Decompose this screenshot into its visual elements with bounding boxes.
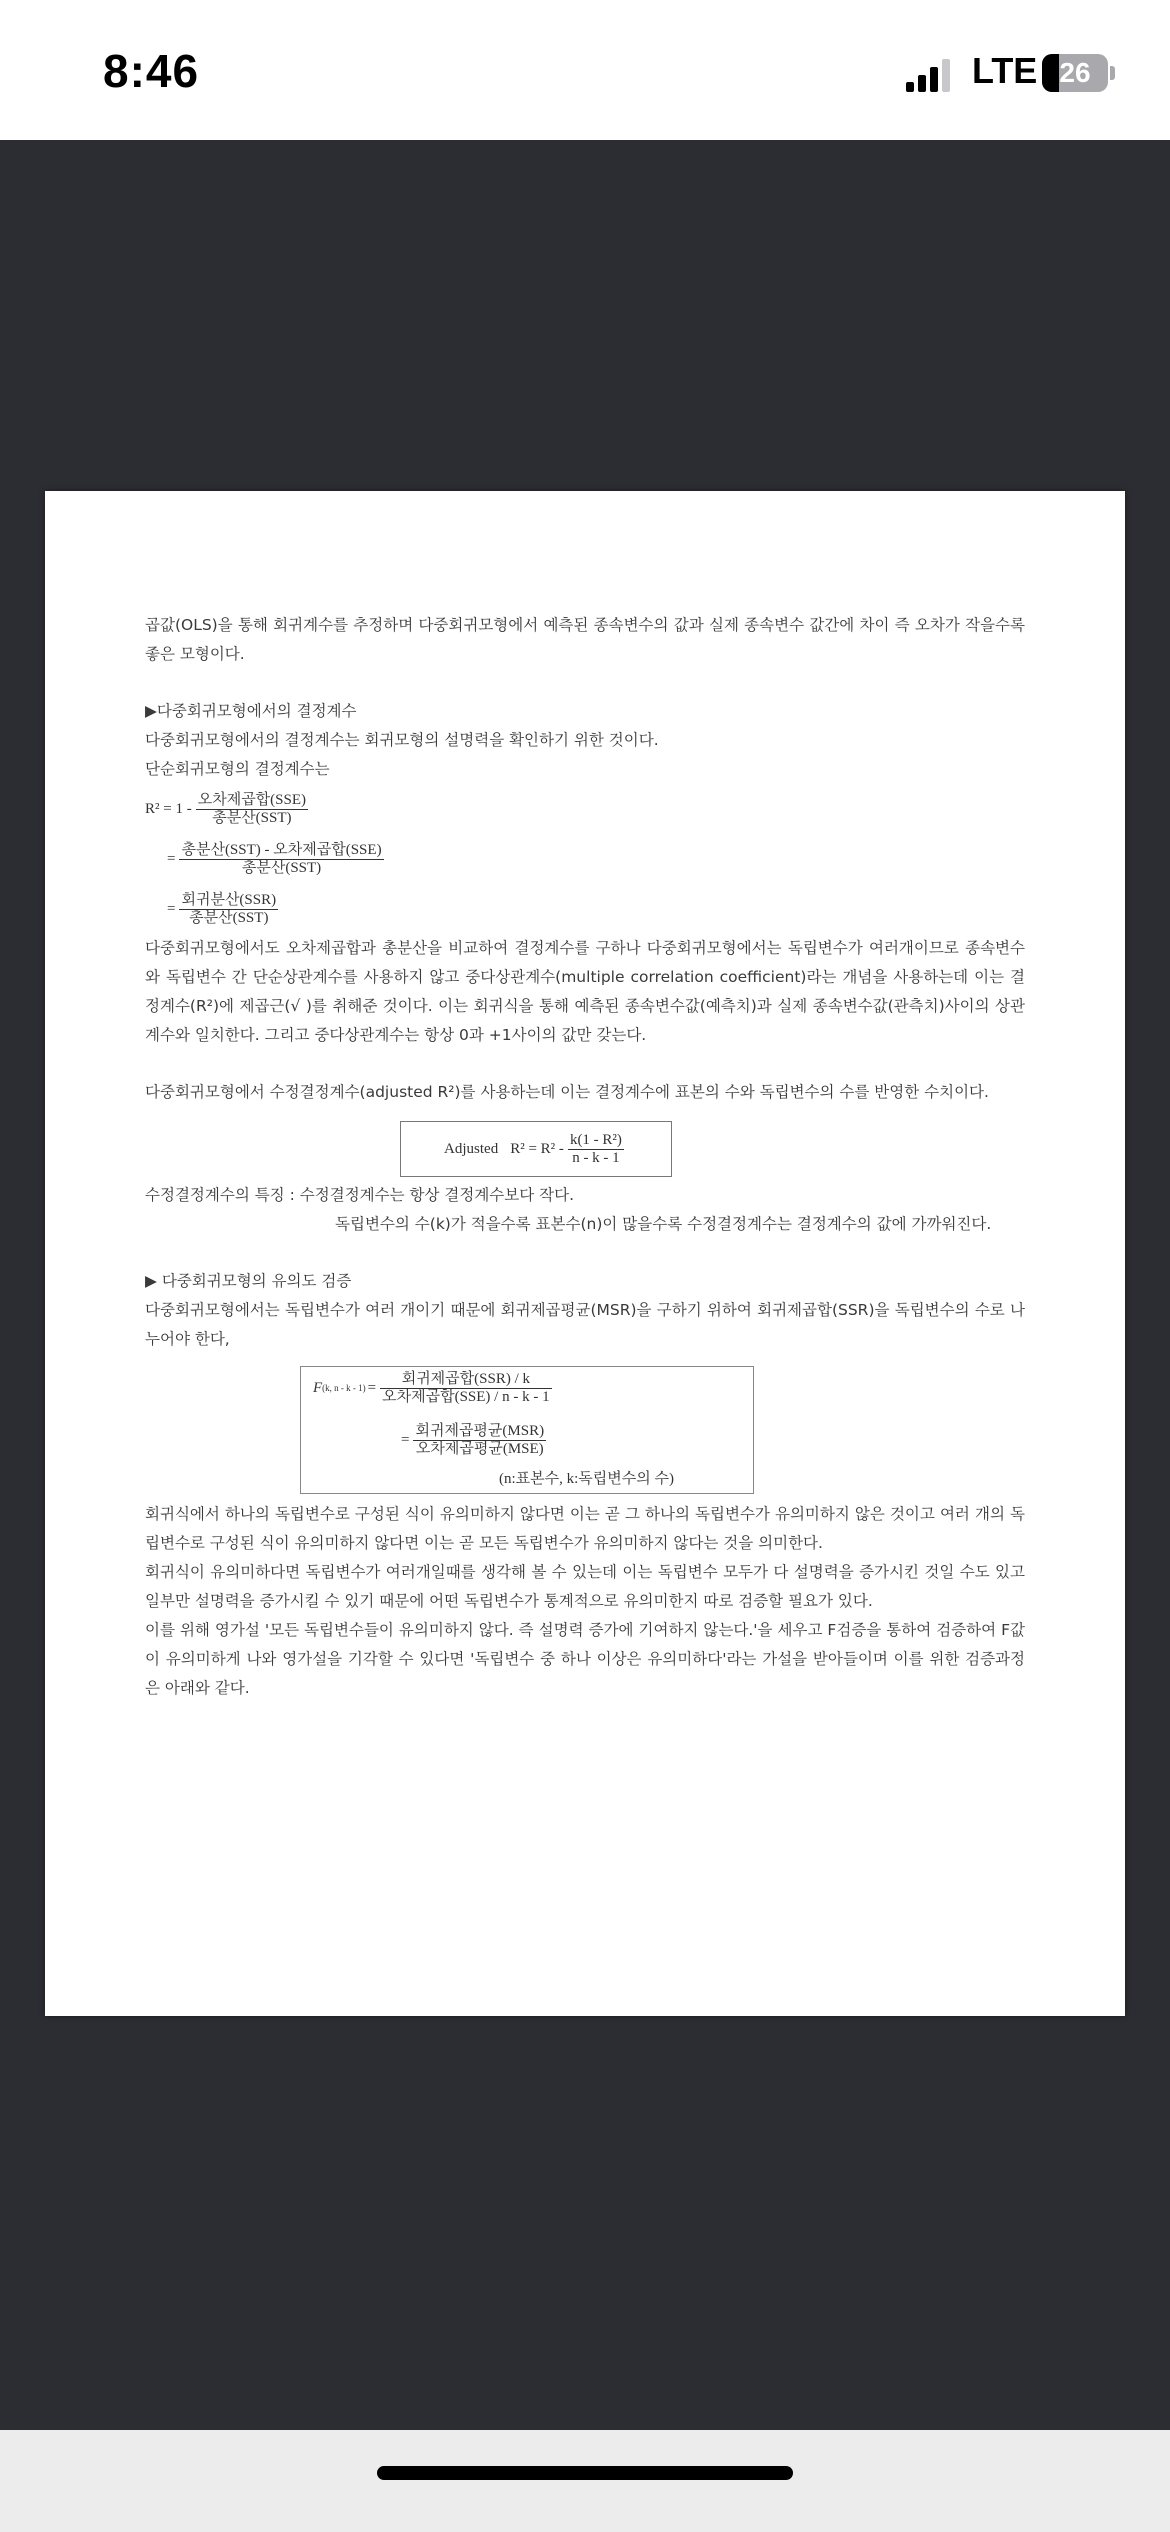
significance-paragraph-3: 회귀식이 유의미하다면 독립변수가 여러개일때를 생각해 볼 수 있는데 이는 독립변수 모두가 다 설명력을 증가시킨 것일 수도 있고 일부만 설명력을 증가시킬 수 있기 때문에 어떤 독립변수가 통계적으로 유의미한지 따로 검증할 필요가 있다. bbox=[145, 1563, 1025, 1610]
section-heading-determination: ▶다중회귀모형에서의 결정계수 bbox=[145, 702, 357, 720]
battery-cap bbox=[1110, 66, 1115, 80]
traits-line2: 독립변수의 수(k)가 적을수록 표본수(n)이 많을수록 수정결정계수는 결정계수의 값에 가까워진다. bbox=[335, 1215, 992, 1233]
f-lhs: F bbox=[313, 1380, 323, 1396]
traits-line1: 수정결정계수는 항상 결정계수보다 작다. bbox=[299, 1186, 575, 1204]
f-note: (n:표본수, k:독립변수의 수) bbox=[499, 1471, 674, 1487]
section1-line1: 다중회귀모형에서의 결정계수는 회귀모형의 설명력을 확인하기 위한 것이다. bbox=[145, 731, 659, 749]
network-label: LTE bbox=[972, 50, 1038, 91]
adjusted-r2-formula-box bbox=[400, 1121, 672, 1177]
significance-paragraph-4: 이를 위해 영가설 '모든 독립변수들이 유의미하지 않다. 즉 설명력 증가에 기여하지 않는다.'을 세우고 F검증을 통하여 검증하여 F값이 유의미하게 나와 영가설을 기각할 수 있다면 '독립변수 중 하나 이상은 유의미하다'라는 가설을 받아들이며 이를 위한 검증과정은 아래와 같다. bbox=[145, 1621, 1025, 1697]
eq2-equals: = bbox=[167, 850, 176, 867]
significance-paragraph: 다중회귀모형에서는 독립변수가 여러 개이기 때문에 회귀제곱평균(MSR)을 구하기 위하여 회귀제곱합(SSR)을 독립변수의 수로 나누어야 한다, bbox=[145, 1301, 1025, 1348]
f2-denominator: 오차제곱평균(MSE) bbox=[415, 1441, 544, 1457]
eq3-numerator: 회귀분산(SSR) bbox=[181, 891, 277, 908]
adj-denominator: n - k - 1 bbox=[572, 1149, 620, 1166]
equation-r2-line3 bbox=[145, 884, 1025, 934]
traits-label: 수정결정계수의 특징 : bbox=[145, 1186, 295, 1204]
f-statistic-formula-box bbox=[300, 1366, 754, 1494]
f1-equals: = bbox=[367, 1380, 377, 1396]
f2-equals: = bbox=[401, 1432, 410, 1448]
eq2-denominator: 총분산(SST) bbox=[241, 859, 322, 876]
home-indicator[interactable] bbox=[377, 2466, 793, 2480]
adj-lhs: R² = R² - bbox=[510, 1140, 564, 1157]
f1-denominator: 오차제곱합(SSE) / n - k - 1 bbox=[382, 1389, 550, 1405]
document-text bbox=[145, 611, 1025, 1703]
f2-numerator: 회귀제곱평균(MSR) bbox=[415, 1423, 545, 1439]
f1-numerator: 회귀제곱합(SSR) / k bbox=[380, 1371, 551, 1389]
eq3-denominator: 총분산(SST) bbox=[189, 909, 269, 926]
significance-paragraph-2: 회귀식에서 하나의 독립변수로 구성된 식이 유의미하지 않다면 이는 곧 그 하나의 독립변수가 유의미하지 않은 것이고 여러 개의 독립변수로 구성된 식이 유의미하지 않다면 이는 곧 모든 독립변수가 유의미하지 않다는 것을 의미한다. bbox=[145, 1505, 1025, 1552]
section1-line2: 단순회귀모형의 결정계수는 bbox=[145, 760, 330, 778]
equation-r2-line1 bbox=[145, 784, 1025, 834]
status-bar bbox=[0, 0, 1170, 140]
eq1-denominator: 총분산(SST) bbox=[212, 809, 292, 826]
eq1-lhs: R² = 1 - bbox=[145, 800, 192, 817]
adjusted-r2-paragraph: 다중회귀모형에서 수정결정계수(adjusted R²)를 사용하는데 이는 결정계수에 표본의 수와 독립변수의 수를 반영한 수치이다. bbox=[145, 1083, 989, 1101]
equation-r2-line2 bbox=[145, 834, 1025, 884]
traits-first-line bbox=[145, 1181, 1025, 1210]
section-heading-significance: ▶ 다중회귀모형의 유의도 검증 bbox=[145, 1272, 352, 1290]
adj-numerator: k(1 - R²) bbox=[569, 1131, 622, 1148]
eq1-numerator: 오차제곱합(SSE) bbox=[197, 791, 307, 808]
multiple-correlation-paragraph: 다중회귀모형에서도 오차제곱합과 총분산을 비교하여 결정계수를 구하나 다중회귀모형에서는 독립변수가 여러개이므로 종속변수와 독립변수 간 단순상관계수를 사용하지 않고 중다상관계수(multiple correlation coefficient)라는 개념을 사용하는데 이는 결정계수(R²)에 제곱근(√ )를 취해준 것이다. 이는 회귀식을 통해 예측된 종속변수값(예측치)과 실제 종속변수값(관측치)사이의 상관계수와 일치한다. 그리고 중다상관계수는 항상 0과 +1사이의 값만 갖는다. bbox=[145, 939, 1025, 1044]
home-indicator-bar bbox=[0, 2430, 1170, 2532]
eq2-numerator: 총분산(SST) - 오차제곱합(SSE) bbox=[181, 841, 382, 858]
f-subscript: (k, n - k - 1) bbox=[322, 1383, 366, 1393]
battery-level: 26 bbox=[1059, 57, 1091, 88]
status-time: 8:46 bbox=[103, 45, 200, 97]
adj-label: Adjusted bbox=[444, 1140, 499, 1157]
intro-paragraph: 곱값(OLS)을 통해 회귀계수를 추정하며 다중회귀모형에서 예측된 종속변수의 값과 실제 종속변수 값간에 차이 즉 오차가 작을수록 좋은 모형이다. bbox=[145, 616, 1025, 663]
battery-icon bbox=[1042, 54, 1108, 92]
signal-icon bbox=[906, 58, 952, 92]
eq3-equals: = bbox=[167, 900, 176, 917]
adjusted-r2-traits bbox=[145, 1181, 1025, 1239]
